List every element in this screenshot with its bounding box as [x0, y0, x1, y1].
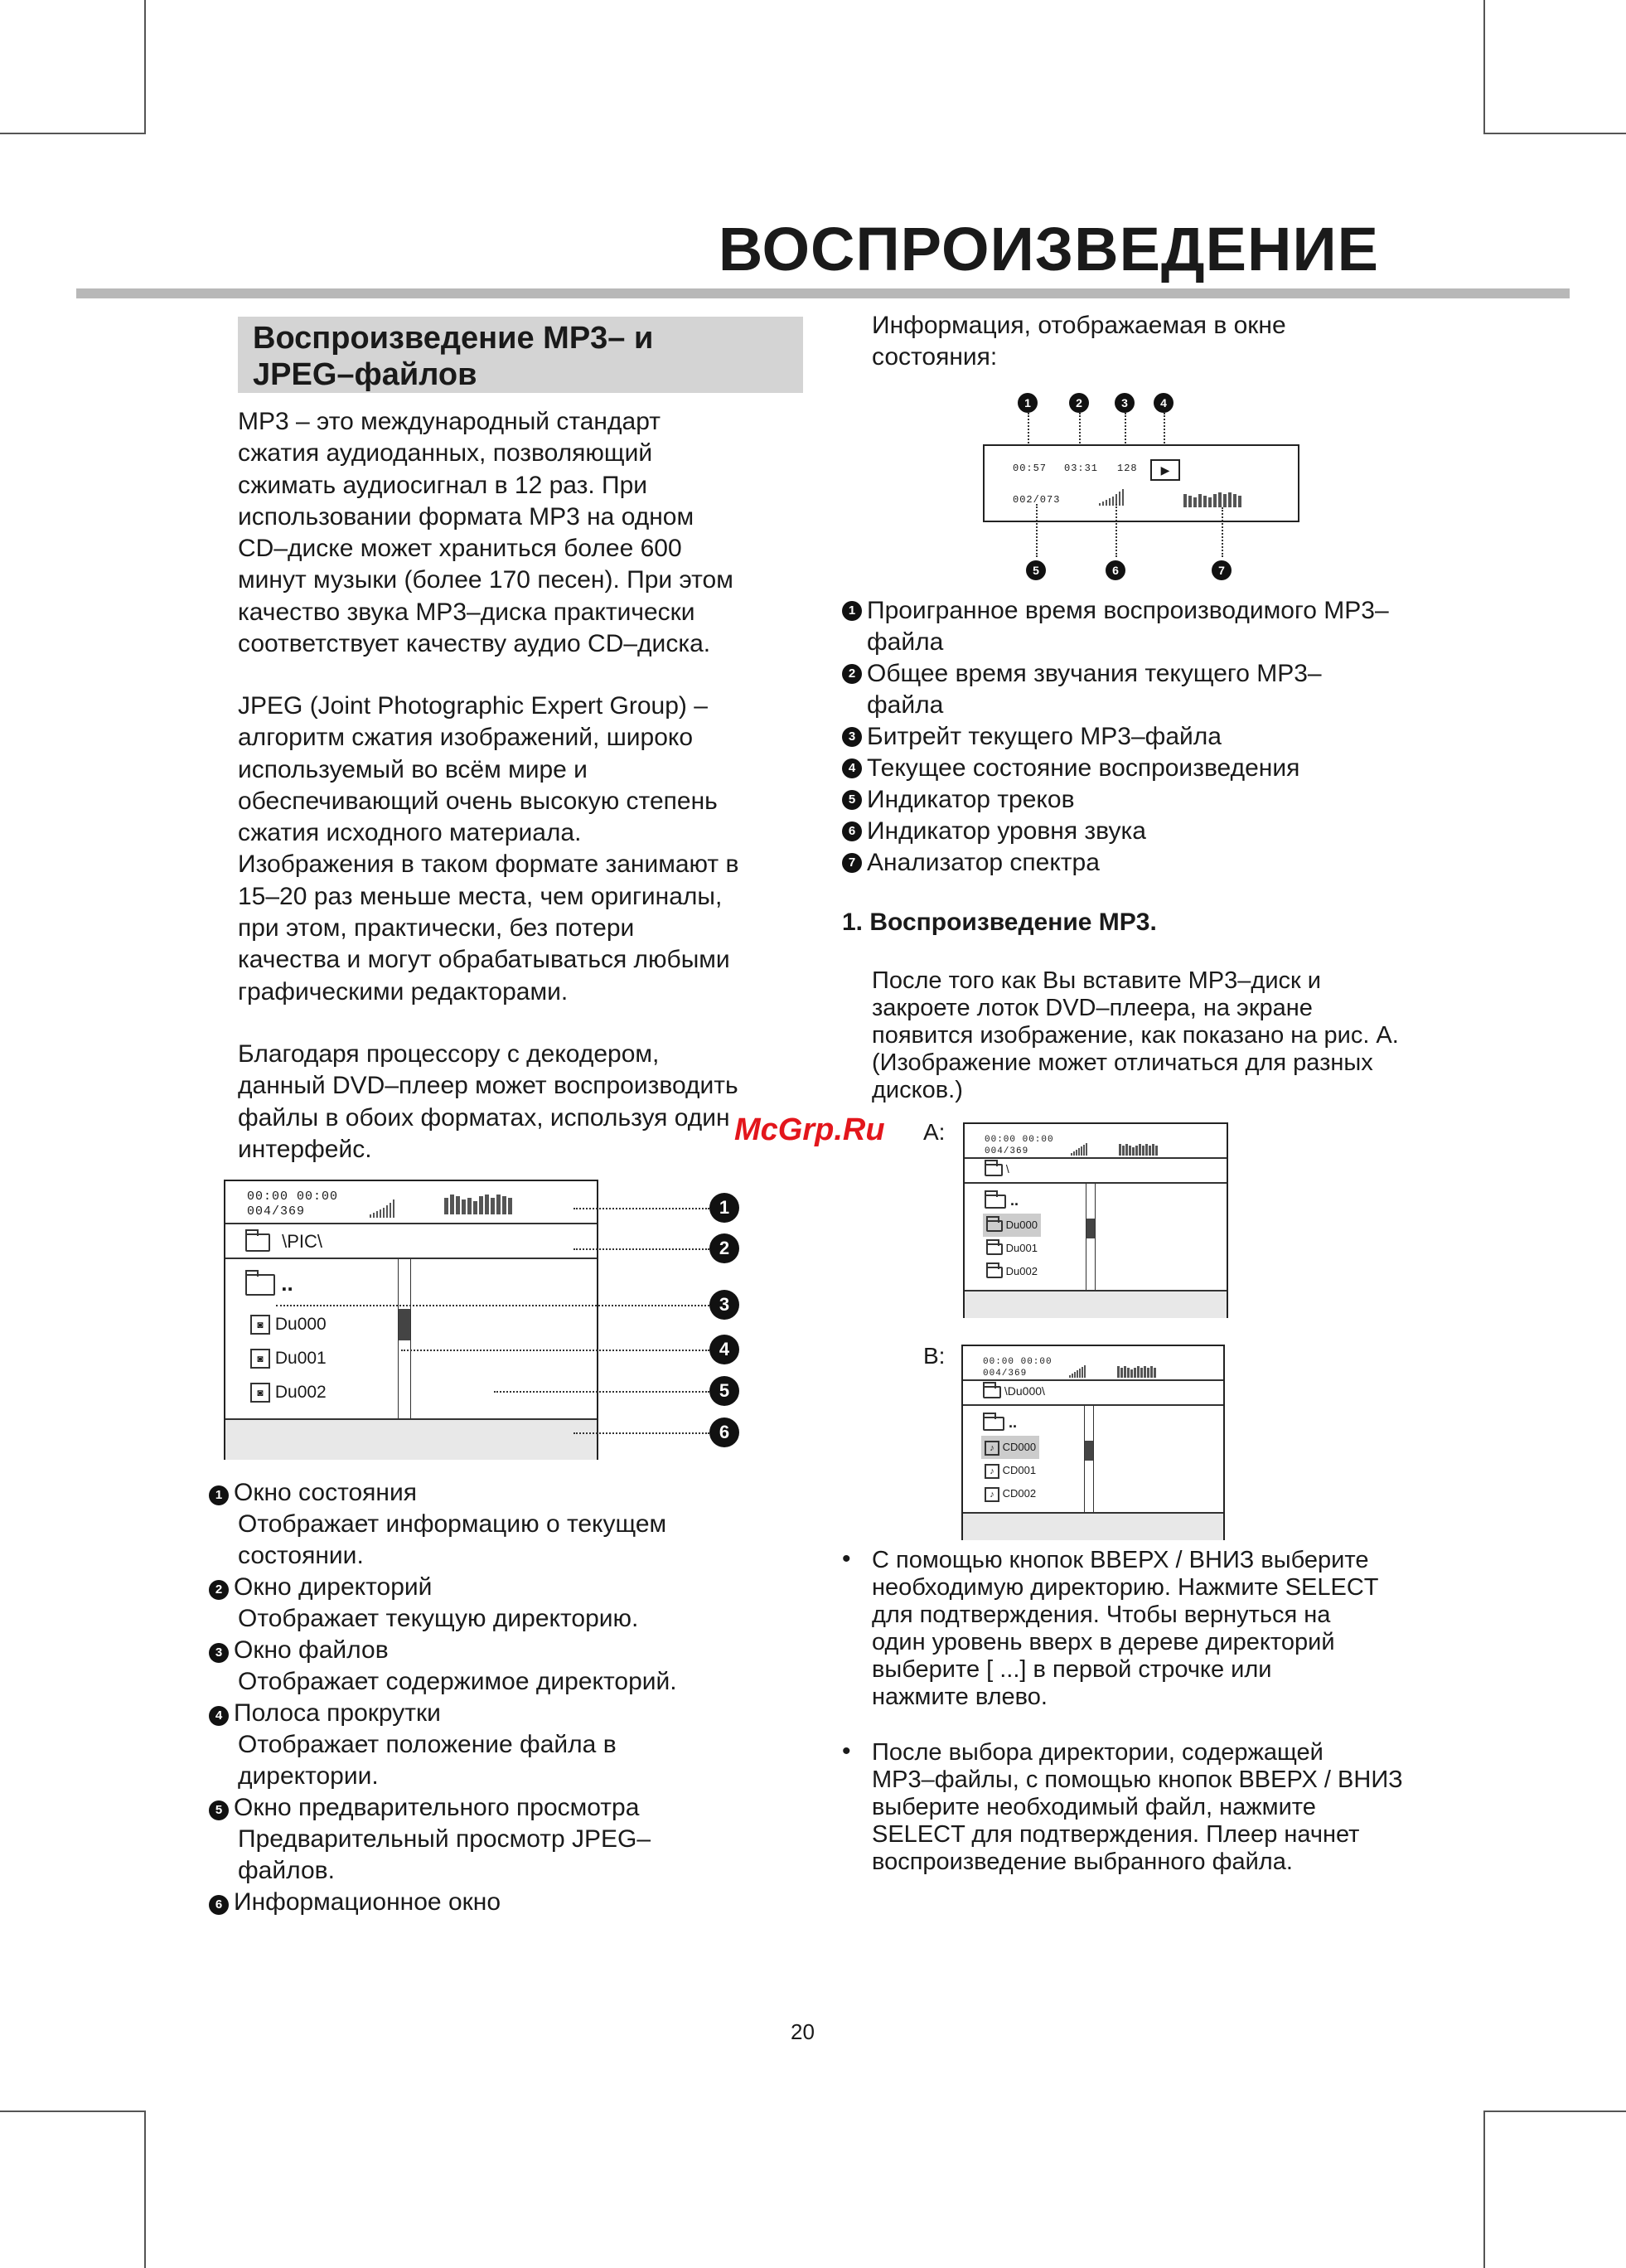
scroll-thumb[interactable]: [399, 1309, 410, 1340]
elapsed-time: 00:57: [1013, 463, 1048, 474]
bullet-marker: •: [842, 1545, 851, 1573]
legend-text: Анализатор спектра: [867, 849, 1100, 876]
watermark: McGrp.Ru: [734, 1112, 885, 1147]
mp3-paragraph: MP3 – это международный стандарт сжатия аудиоданных, позволяющий сжимать аудиосигнал в 12 раз. При использовании формата MP3 на одном CD–диске может храниться более 600 минут музыки (более 170 песен). При этом качество звука MP3–диска практически соответствует качеству аудио CD–диска.: [238, 408, 733, 658]
folder-icon: [985, 1164, 1003, 1176]
legend-item: [842, 658, 1488, 721]
parent-dir-label: ..: [1010, 1192, 1019, 1209]
crop-mark: [1483, 2110, 1626, 2112]
total-time: 03:31: [1064, 463, 1099, 474]
screen-b: [961, 1345, 1225, 1540]
number-badge: 7: [842, 853, 862, 873]
crop-mark: [0, 133, 145, 134]
volume-meter: [1071, 1141, 1088, 1154]
legend-title: Окно состояния: [234, 1479, 417, 1506]
volume-meter: [370, 1199, 396, 1219]
legend-item: [842, 721, 1488, 753]
image-file-icon: ◙: [250, 1383, 270, 1403]
number-badge: 1: [209, 1485, 229, 1505]
info-window: [965, 1290, 1227, 1318]
file-row[interactable]: [981, 1459, 1039, 1482]
track-readout: 004/369: [983, 1369, 1028, 1379]
scroll-thumb[interactable]: [1086, 1219, 1095, 1238]
mp3-paragraph: После того как Вы вставите MP3–диск и закроете лоток DVD–плеера, на экране появится изображение, как показано на рис. А. (Изображение может отличаться для разных дисков.): [872, 967, 1399, 1103]
folder-icon: [983, 1386, 1001, 1398]
mp3-heading: 1. Воспроизведение MP3.: [842, 909, 1157, 936]
info-window: [963, 1512, 1223, 1540]
file-row[interactable]: [981, 1482, 1039, 1505]
number-badge: 4: [842, 758, 862, 778]
file-row[interactable]: [983, 1260, 1041, 1283]
parent-dir-row[interactable]: [983, 1414, 1017, 1432]
legend-item: [842, 784, 1488, 816]
callout-5: 5: [709, 1376, 739, 1406]
section-title-line: JPEG–файлов: [253, 357, 477, 392]
status-legend: [842, 595, 1488, 879]
crop-mark: [1483, 133, 1626, 134]
title-rule: [76, 288, 1570, 298]
directory-window: [985, 1162, 1009, 1176]
file-list: [983, 1214, 1041, 1283]
file-row-selected[interactable]: [981, 1436, 1039, 1459]
folder-icon: [986, 1220, 1003, 1232]
directory-path: \: [1005, 1162, 1009, 1175]
volume-meter: [1069, 1363, 1086, 1376]
number-badge: 2: [842, 664, 862, 684]
legend-text: Индикатор уровня звука: [867, 817, 1146, 845]
image-file-icon: ◙: [250, 1315, 270, 1335]
file-name: CD002: [1002, 1487, 1037, 1500]
crop-mark: [1483, 0, 1485, 134]
status-window: [985, 1134, 1054, 1157]
legend-item: [842, 816, 1488, 847]
spectrum-analyzer: [1183, 492, 1243, 511]
parent-dir-row[interactable]: [245, 1271, 293, 1296]
legend-title: Окно предварительного просмотра: [234, 1794, 640, 1821]
file-name: Du002: [1005, 1265, 1038, 1277]
screen-b-label: B:: [923, 1343, 946, 1369]
bullet-directory-nav: С помощью кнопок ВВЕРХ / ВНИЗ выберите необходимую директорию. Нажмите SELECT для подтверждения. Чтобы вернуться на один уровень вверх в дереве директорий выберите [ ...] в первой строчке или нажмите влево.: [872, 1547, 1379, 1710]
legend-desc: Отображает текущую директорию.: [238, 1605, 639, 1632]
screen-a-label: A:: [923, 1119, 946, 1145]
legend-item: [842, 595, 1488, 658]
status-callout-5: 5: [1026, 560, 1046, 580]
parent-dir-row[interactable]: [985, 1192, 1019, 1209]
directory-path: \Du000\: [1004, 1384, 1045, 1398]
file-row[interactable]: [250, 1341, 327, 1375]
crop-mark: [0, 2110, 145, 2112]
crop-mark: [144, 0, 146, 134]
folder-icon: [986, 1267, 1003, 1278]
parent-dir-label: ..: [281, 1271, 293, 1296]
status-callout-4: 4: [1154, 393, 1174, 413]
number-badge: 3: [842, 727, 862, 747]
legend-item: [842, 753, 1488, 784]
jpeg-browser-diagram: [224, 1180, 598, 1460]
status-window: [983, 1356, 1053, 1379]
callout-1: 1: [709, 1193, 739, 1223]
status-callout-2: 2: [1069, 393, 1089, 413]
file-row[interactable]: [983, 1237, 1041, 1260]
file-row-selected[interactable]: [983, 1214, 1041, 1237]
parent-dir-label: ..: [1009, 1414, 1018, 1431]
spectrum-analyzer: [1117, 1363, 1157, 1376]
bullet-file-select: После выбора директории, содержащей MP3–файлы, с помощью кнопок ВВЕРХ / ВНИЗ выберите необходимый файл, нажмите SELECT для подтверждения. Плеер начнет воспроизведение выбранного файла.: [872, 1739, 1403, 1875]
music-file-icon: ♪: [985, 1487, 999, 1502]
legend-title: Окно директорий: [234, 1573, 433, 1601]
number-badge: 3: [209, 1643, 229, 1663]
legend-item: [209, 1635, 789, 1666]
file-name: Du001: [1005, 1242, 1038, 1254]
spectrum-analyzer: [1119, 1141, 1159, 1154]
legend-item: [209, 1572, 789, 1603]
legend-desc: Отображает информацию о текущем состоянии.: [238, 1510, 667, 1569]
folder-icon: [245, 1233, 270, 1252]
screen-a: [963, 1122, 1228, 1318]
legend-title: Информационное окно: [234, 1888, 501, 1916]
legend-item: [209, 1887, 789, 1918]
legend-desc: Отображает положение файла в директории.: [238, 1731, 617, 1790]
spectrum-analyzer: [444, 1195, 514, 1218]
bitrate: 128: [1117, 463, 1138, 474]
directory-window: [983, 1384, 1045, 1398]
status-window: [247, 1190, 338, 1219]
volume-meter: [1099, 489, 1125, 507]
status-callout-3: 3: [1115, 393, 1135, 413]
file-name: Du001: [274, 1349, 327, 1368]
play-state-icon: ▶: [1150, 459, 1180, 481]
number-badge: 5: [209, 1800, 229, 1820]
legend-text: Индикатор треков: [867, 786, 1075, 813]
music-file-icon: ♪: [985, 1441, 999, 1456]
track-indicator: 002/073: [1013, 494, 1061, 506]
callout-2: 2: [709, 1233, 739, 1263]
legend-title: Окно файлов: [234, 1636, 389, 1664]
callout-4: 4: [709, 1335, 739, 1364]
legend-text: Общее время звучания текущего MP3– файла: [867, 660, 1322, 719]
status-callout-1: 1: [1018, 393, 1038, 413]
status-callout-6: 6: [1106, 560, 1125, 580]
crop-mark: [1483, 2110, 1485, 2268]
folder-icon: [986, 1243, 1003, 1255]
legend-text: Проигранное время воспроизводимого MP3– файла: [867, 597, 1389, 656]
number-badge: 6: [842, 821, 862, 841]
scrollbar[interactable]: [398, 1258, 411, 1418]
directory-window: [245, 1231, 322, 1253]
file-list: [981, 1436, 1039, 1505]
callout-6: 6: [709, 1418, 739, 1447]
file-row[interactable]: [250, 1375, 327, 1409]
number-badge: 1: [842, 601, 862, 621]
track-readout: 004/369: [985, 1146, 1029, 1156]
folder-icon: [983, 1417, 1004, 1431]
time-readout: 00:00 00:00: [983, 1357, 1053, 1367]
callout-3: 3: [709, 1290, 739, 1320]
file-row[interactable]: [250, 1307, 327, 1341]
folder-icon: [245, 1274, 275, 1296]
file-name: CD000: [1002, 1441, 1037, 1453]
legend-item: [842, 847, 1488, 879]
legend-title: Полоса прокрутки: [234, 1699, 441, 1727]
file-name: Du000: [1005, 1219, 1038, 1231]
section-title: [253, 320, 653, 393]
folder-icon: [985, 1195, 1006, 1209]
scrollbar[interactable]: [1084, 1404, 1094, 1512]
bullet-marker: •: [842, 1737, 851, 1765]
jpeg-paragraph: JPEG (Joint Photographic Expert Group) – алгоритм сжатия изображений, широко используемый во всём мире и обеспечивающий очень высокую степень сжатия исходного материала. Изображения в таком формате занимают в 15–20 раз меньше места, чем оригиналы, при этом, практически, без потери качества и могут обрабатываться любыми графическими редакторами.: [238, 692, 739, 1006]
file-name: CD001: [1002, 1464, 1037, 1476]
file-list: [250, 1307, 327, 1409]
time-readout: 00:00 00:00: [985, 1135, 1054, 1145]
legend-list: [209, 1477, 789, 1918]
file-name: Du000: [274, 1315, 327, 1334]
legend-text: Текущее состояние воспроизведения: [867, 754, 1300, 782]
track-readout: 004/369: [247, 1204, 306, 1219]
page-number: 20: [791, 2019, 815, 2044]
page-title: ВОСПРОИЗВЕДЕНИЕ: [718, 215, 1379, 284]
status-callout-7: 7: [1212, 560, 1232, 580]
legend-item: [209, 1792, 789, 1824]
number-badge: 6: [209, 1895, 229, 1915]
legend-desc: Предварительный просмотр JPEG– файлов.: [238, 1825, 651, 1884]
status-window-diagram: [983, 444, 1299, 522]
status-intro: Информация, отображаемая в окне состояния:: [872, 312, 1286, 371]
scroll-thumb[interactable]: [1085, 1441, 1093, 1461]
image-file-icon: ◙: [250, 1349, 270, 1369]
crop-mark: [144, 2110, 146, 2268]
legend-desc: Отображает содержимое директорий.: [238, 1668, 677, 1695]
number-badge: 2: [209, 1580, 229, 1600]
section-title-line: Воспроизведение MP3– и: [253, 321, 654, 356]
info-window: [225, 1418, 597, 1460]
file-name: Du002: [274, 1383, 327, 1402]
decoder-paragraph: Благодаря процессору с декодером, данный DVD–плеер может воспроизводить файлы в обоих форматах, используя один интерфейс.: [238, 1040, 738, 1163]
legend-item: [209, 1698, 789, 1729]
time-readout: 00:00 00:00: [247, 1190, 339, 1204]
legend-item: [209, 1477, 789, 1509]
directory-path: \PIC\: [282, 1231, 323, 1252]
number-badge: 5: [842, 790, 862, 810]
scrollbar[interactable]: [1086, 1182, 1096, 1290]
music-file-icon: ♪: [985, 1464, 999, 1479]
legend-text: Битрейт текущего MP3–файла: [867, 723, 1222, 750]
number-badge: 4: [209, 1706, 229, 1726]
